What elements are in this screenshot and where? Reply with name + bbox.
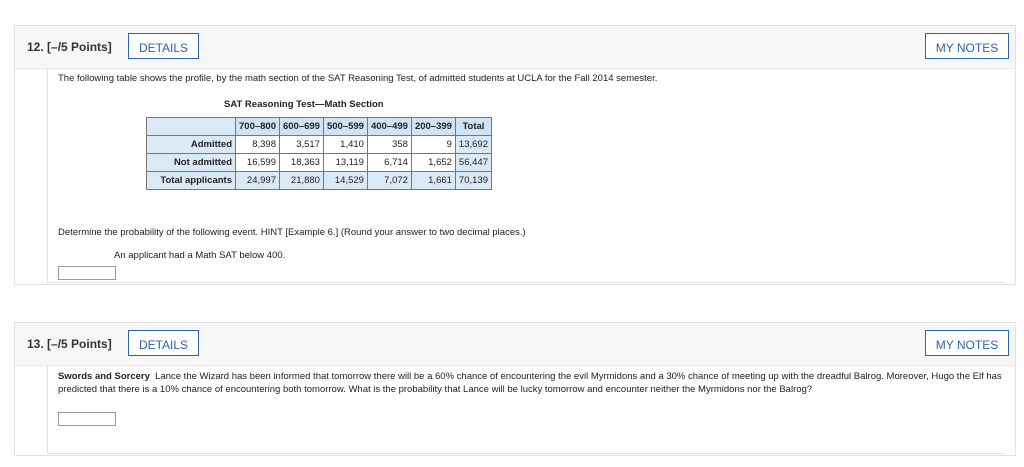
column-header: 200–399 bbox=[411, 118, 455, 136]
my-notes-button[interactable]: MY NOTES bbox=[925, 33, 1009, 59]
column-header: 500–599 bbox=[323, 118, 367, 136]
table-cell: 3,517 bbox=[279, 136, 323, 154]
question-13-body bbox=[47, 366, 1005, 454]
table-cell: 16,599 bbox=[236, 154, 280, 172]
row-label: Not admitted bbox=[147, 154, 236, 172]
question-13-text bbox=[58, 370, 1008, 396]
question-number: 12. bbox=[27, 40, 44, 54]
question-13-number bbox=[27, 337, 112, 351]
table-title: SAT Reasoning Test—Math Section bbox=[224, 99, 384, 110]
table-cell: 1,652 bbox=[411, 154, 455, 172]
table-cell: 70,139 bbox=[455, 172, 491, 190]
question-number: 13. bbox=[27, 337, 44, 351]
column-header: Total bbox=[455, 118, 491, 136]
question-prompt: Lance the Wizard has been informed that tomorrow there will be a 60% chance of encountering the evil Myrmidons and a 30% chance of meeting up with the dreadful Balrog. Moreover, Hugo the Elf has predicted that there is a 10% chance of encountering both tomorrow. What is the probability that Lance will be lucky tomorrow and encounter neither the Myrmidons nor the Balrog? bbox=[58, 371, 1002, 395]
table-cell: 24,997 bbox=[236, 172, 280, 190]
table-row bbox=[147, 136, 492, 154]
table-cell: 18,363 bbox=[279, 154, 323, 172]
row-label: Total applicants bbox=[147, 172, 236, 190]
details-button[interactable]: DETAILS bbox=[128, 33, 199, 59]
column-header: 700–800 bbox=[236, 118, 280, 136]
table-corner bbox=[147, 118, 236, 136]
question-title: Swords and Sorcery bbox=[58, 371, 150, 382]
table-cell: 1,661 bbox=[411, 172, 455, 190]
table-row bbox=[147, 172, 492, 190]
question-instruction: Determine the probability of the following event. HINT [Example 6.] (Round your answer to two decimal places.) bbox=[58, 227, 526, 238]
my-notes-button[interactable]: MY NOTES bbox=[925, 330, 1009, 356]
question-intro: The following table shows the profile, by the math section of the SAT Reasoning Test, of admitted students at UCLA for the Fall 2014 semester. bbox=[58, 73, 658, 84]
question-12-number bbox=[27, 40, 112, 54]
question-12-body bbox=[47, 69, 1005, 283]
table-cell: 21,880 bbox=[279, 172, 323, 190]
table-row bbox=[147, 154, 492, 172]
column-header: 400–499 bbox=[367, 118, 411, 136]
question-points: [–/5 Points] bbox=[47, 40, 112, 54]
table-cell: 13,692 bbox=[455, 136, 491, 154]
table-cell: 13,119 bbox=[323, 154, 367, 172]
event-description: An applicant had a Math SAT below 400. bbox=[114, 250, 286, 261]
table-cell: 358 bbox=[367, 136, 411, 154]
question-12-header bbox=[15, 26, 1015, 69]
table-cell: 1,410 bbox=[323, 136, 367, 154]
question-13-card bbox=[14, 322, 1016, 456]
question-12-card bbox=[14, 25, 1016, 285]
question-points: [–/5 Points] bbox=[47, 337, 112, 351]
table-cell: 14,529 bbox=[323, 172, 367, 190]
answer-input[interactable] bbox=[58, 266, 116, 280]
table-cell: 56,447 bbox=[455, 154, 491, 172]
table-cell: 6,714 bbox=[367, 154, 411, 172]
table-header-row bbox=[147, 118, 492, 136]
table-cell: 8,398 bbox=[236, 136, 280, 154]
row-label: Admitted bbox=[147, 136, 236, 154]
column-header: 600–699 bbox=[279, 118, 323, 136]
table-cell: 7,072 bbox=[367, 172, 411, 190]
sat-table bbox=[146, 117, 492, 190]
details-button[interactable]: DETAILS bbox=[128, 330, 199, 356]
table-cell: 9 bbox=[411, 136, 455, 154]
question-13-header bbox=[15, 323, 1015, 366]
answer-input[interactable] bbox=[58, 412, 116, 426]
